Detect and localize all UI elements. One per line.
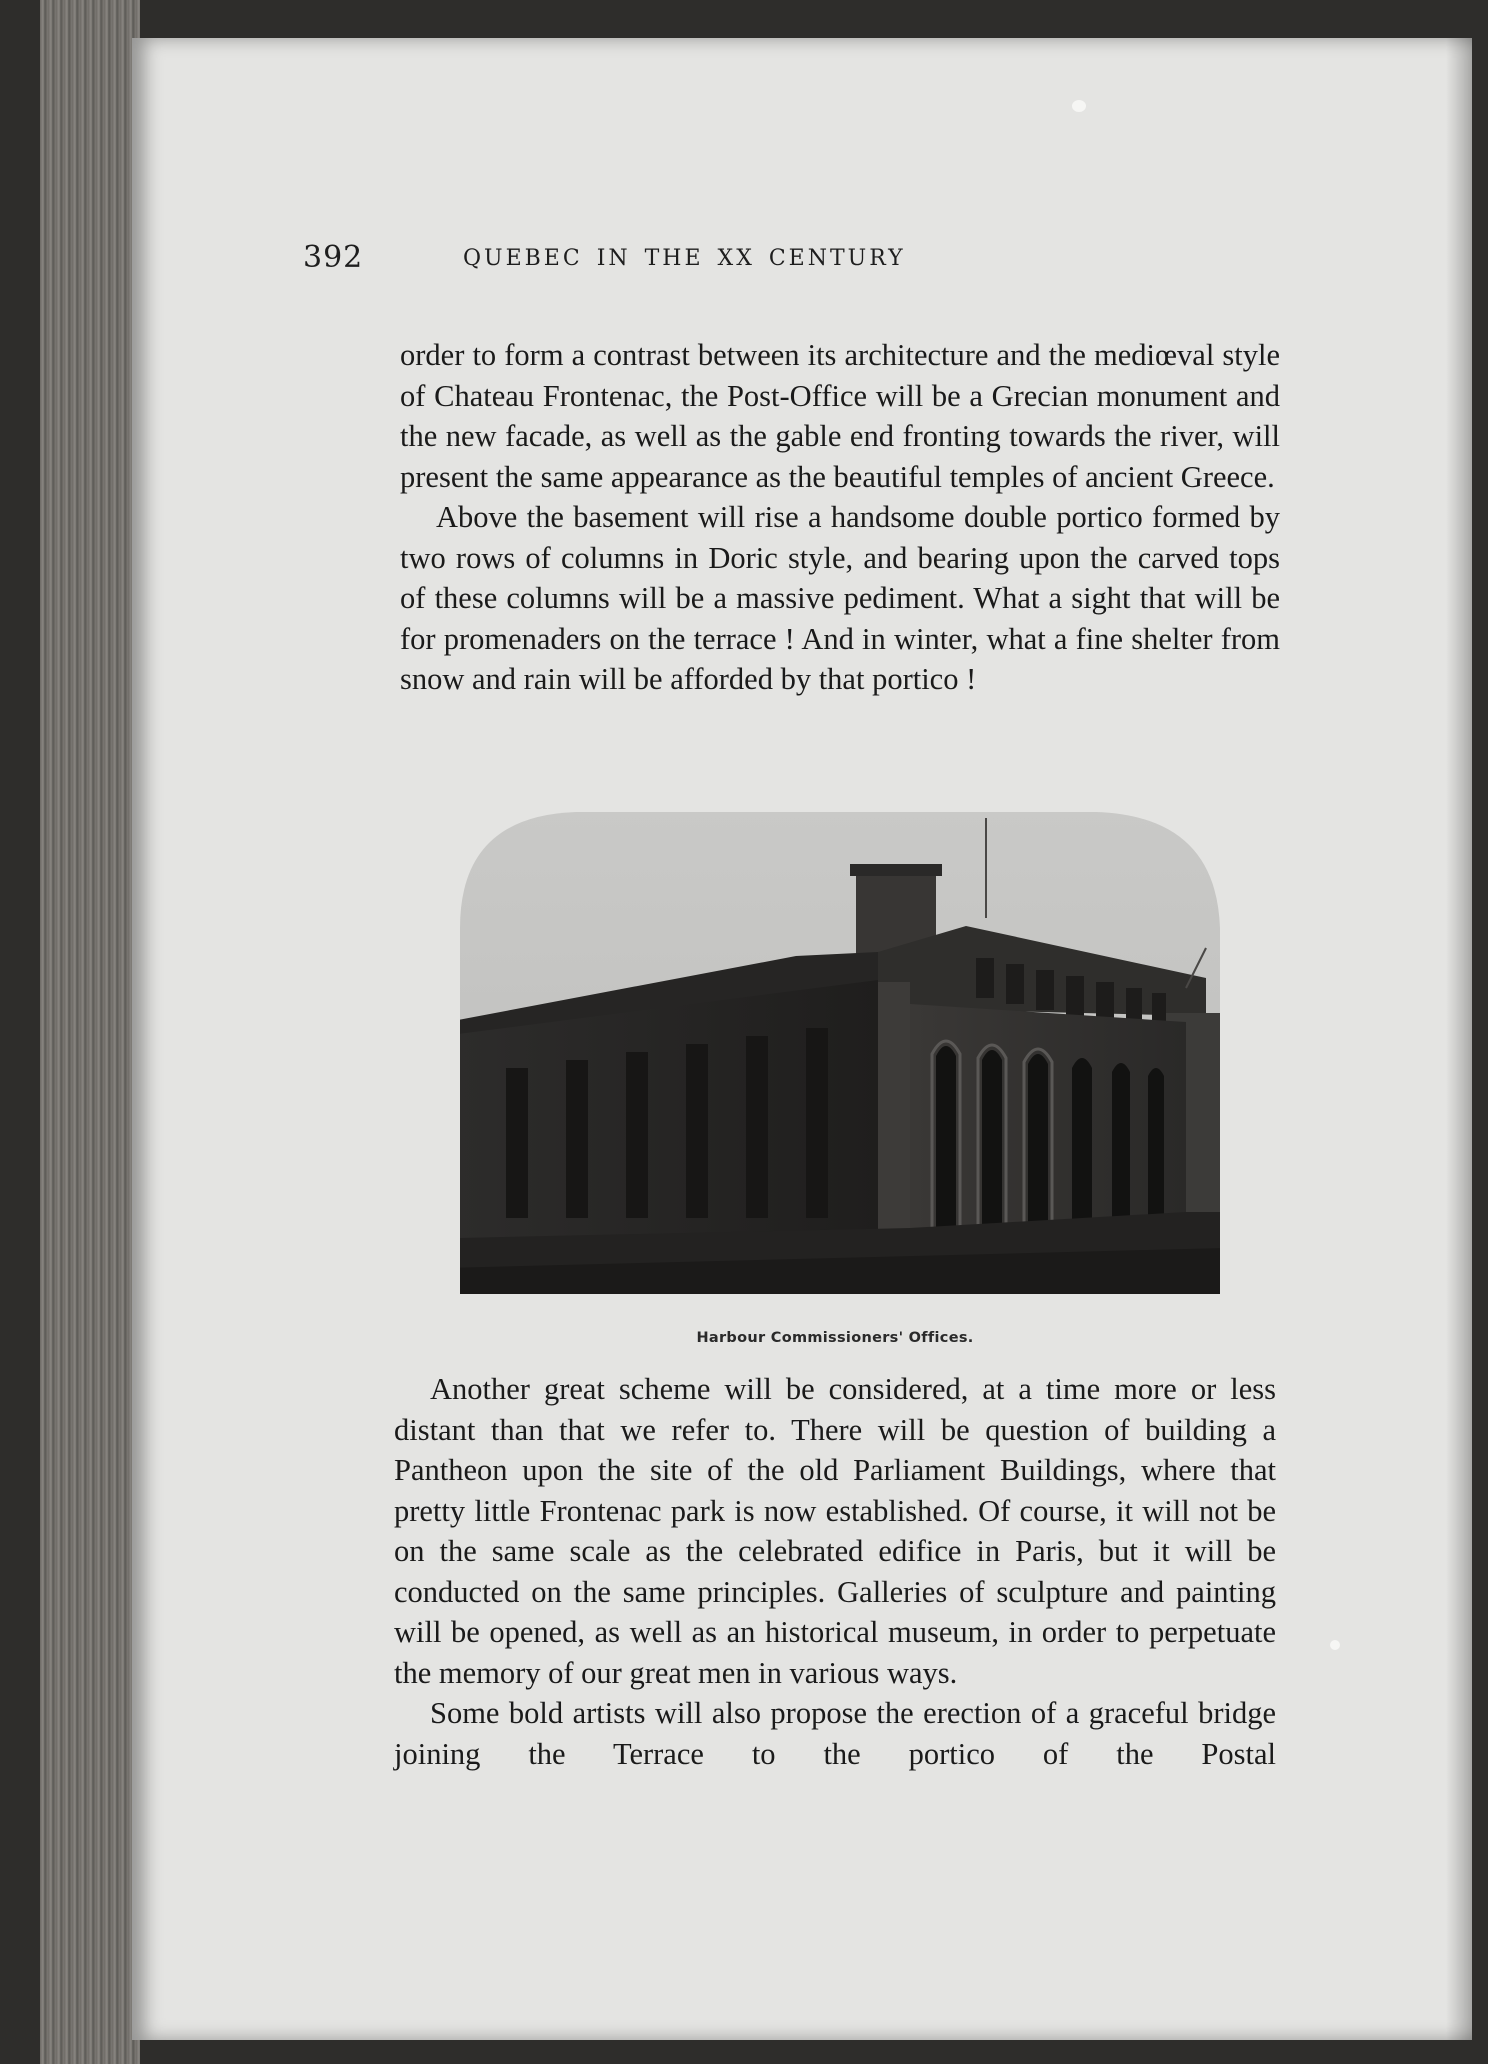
page-gutter-shadow	[1446, 38, 1472, 2040]
paragraph-pantheon: Another great scheme will be considered, at a time more or less distant than that we refer to. There will be question of building a Pantheon upon the site of the old Parliament Buildings, where that pretty little Frontenac park is now established. Of course, it will not be on the same scale as the celebrated edifice in Paris, but it will be conducted on the same principles. Galleries of sculpture and painting will be opened, as well as an historical museum, in order to perpetuate the memory of our great men in various ways.	[394, 1372, 1276, 1690]
building-photograph	[446, 808, 1224, 1304]
paragraph-portico: Above the basement will rise a handsome double portico formed by two rows of columns in Doric style, and bearing upon the carved tops of these columns will be a massive pediment. What a sight that will be for promenaders on the terrace ! And in winter, what a fine shelter from snow and rain will be afforded by that portico !	[400, 500, 1280, 696]
running-head-title: QUEBEC IN THE XX CENTURY	[463, 246, 906, 271]
running-head	[303, 240, 1063, 280]
photo-harbour-commissioners-offices	[446, 808, 1224, 1304]
page-number: 392	[303, 240, 364, 275]
paper-speck	[1330, 1640, 1340, 1650]
text-block-top	[400, 335, 1280, 700]
text-block-bottom	[394, 1369, 1276, 1774]
paper-speck	[1072, 100, 1086, 112]
book-page-edges	[40, 0, 140, 2064]
paragraph-bridge: Some bold artists will also propose the erection of a graceful bridge joining the Terrace to the portico of the Postal	[394, 1696, 1276, 1771]
figure-caption: Harbour Commissioners' Offices.	[696, 1330, 974, 1346]
paragraph-post-office: order to form a contrast between its architecture and the mediœval style of Chateau Frontenac, the Post-Office will be a Grecian monument and the new facade, as well as the gable end fronting towards the river, will present the same appearance as the beautiful temples of ancient Greece.	[400, 338, 1280, 494]
